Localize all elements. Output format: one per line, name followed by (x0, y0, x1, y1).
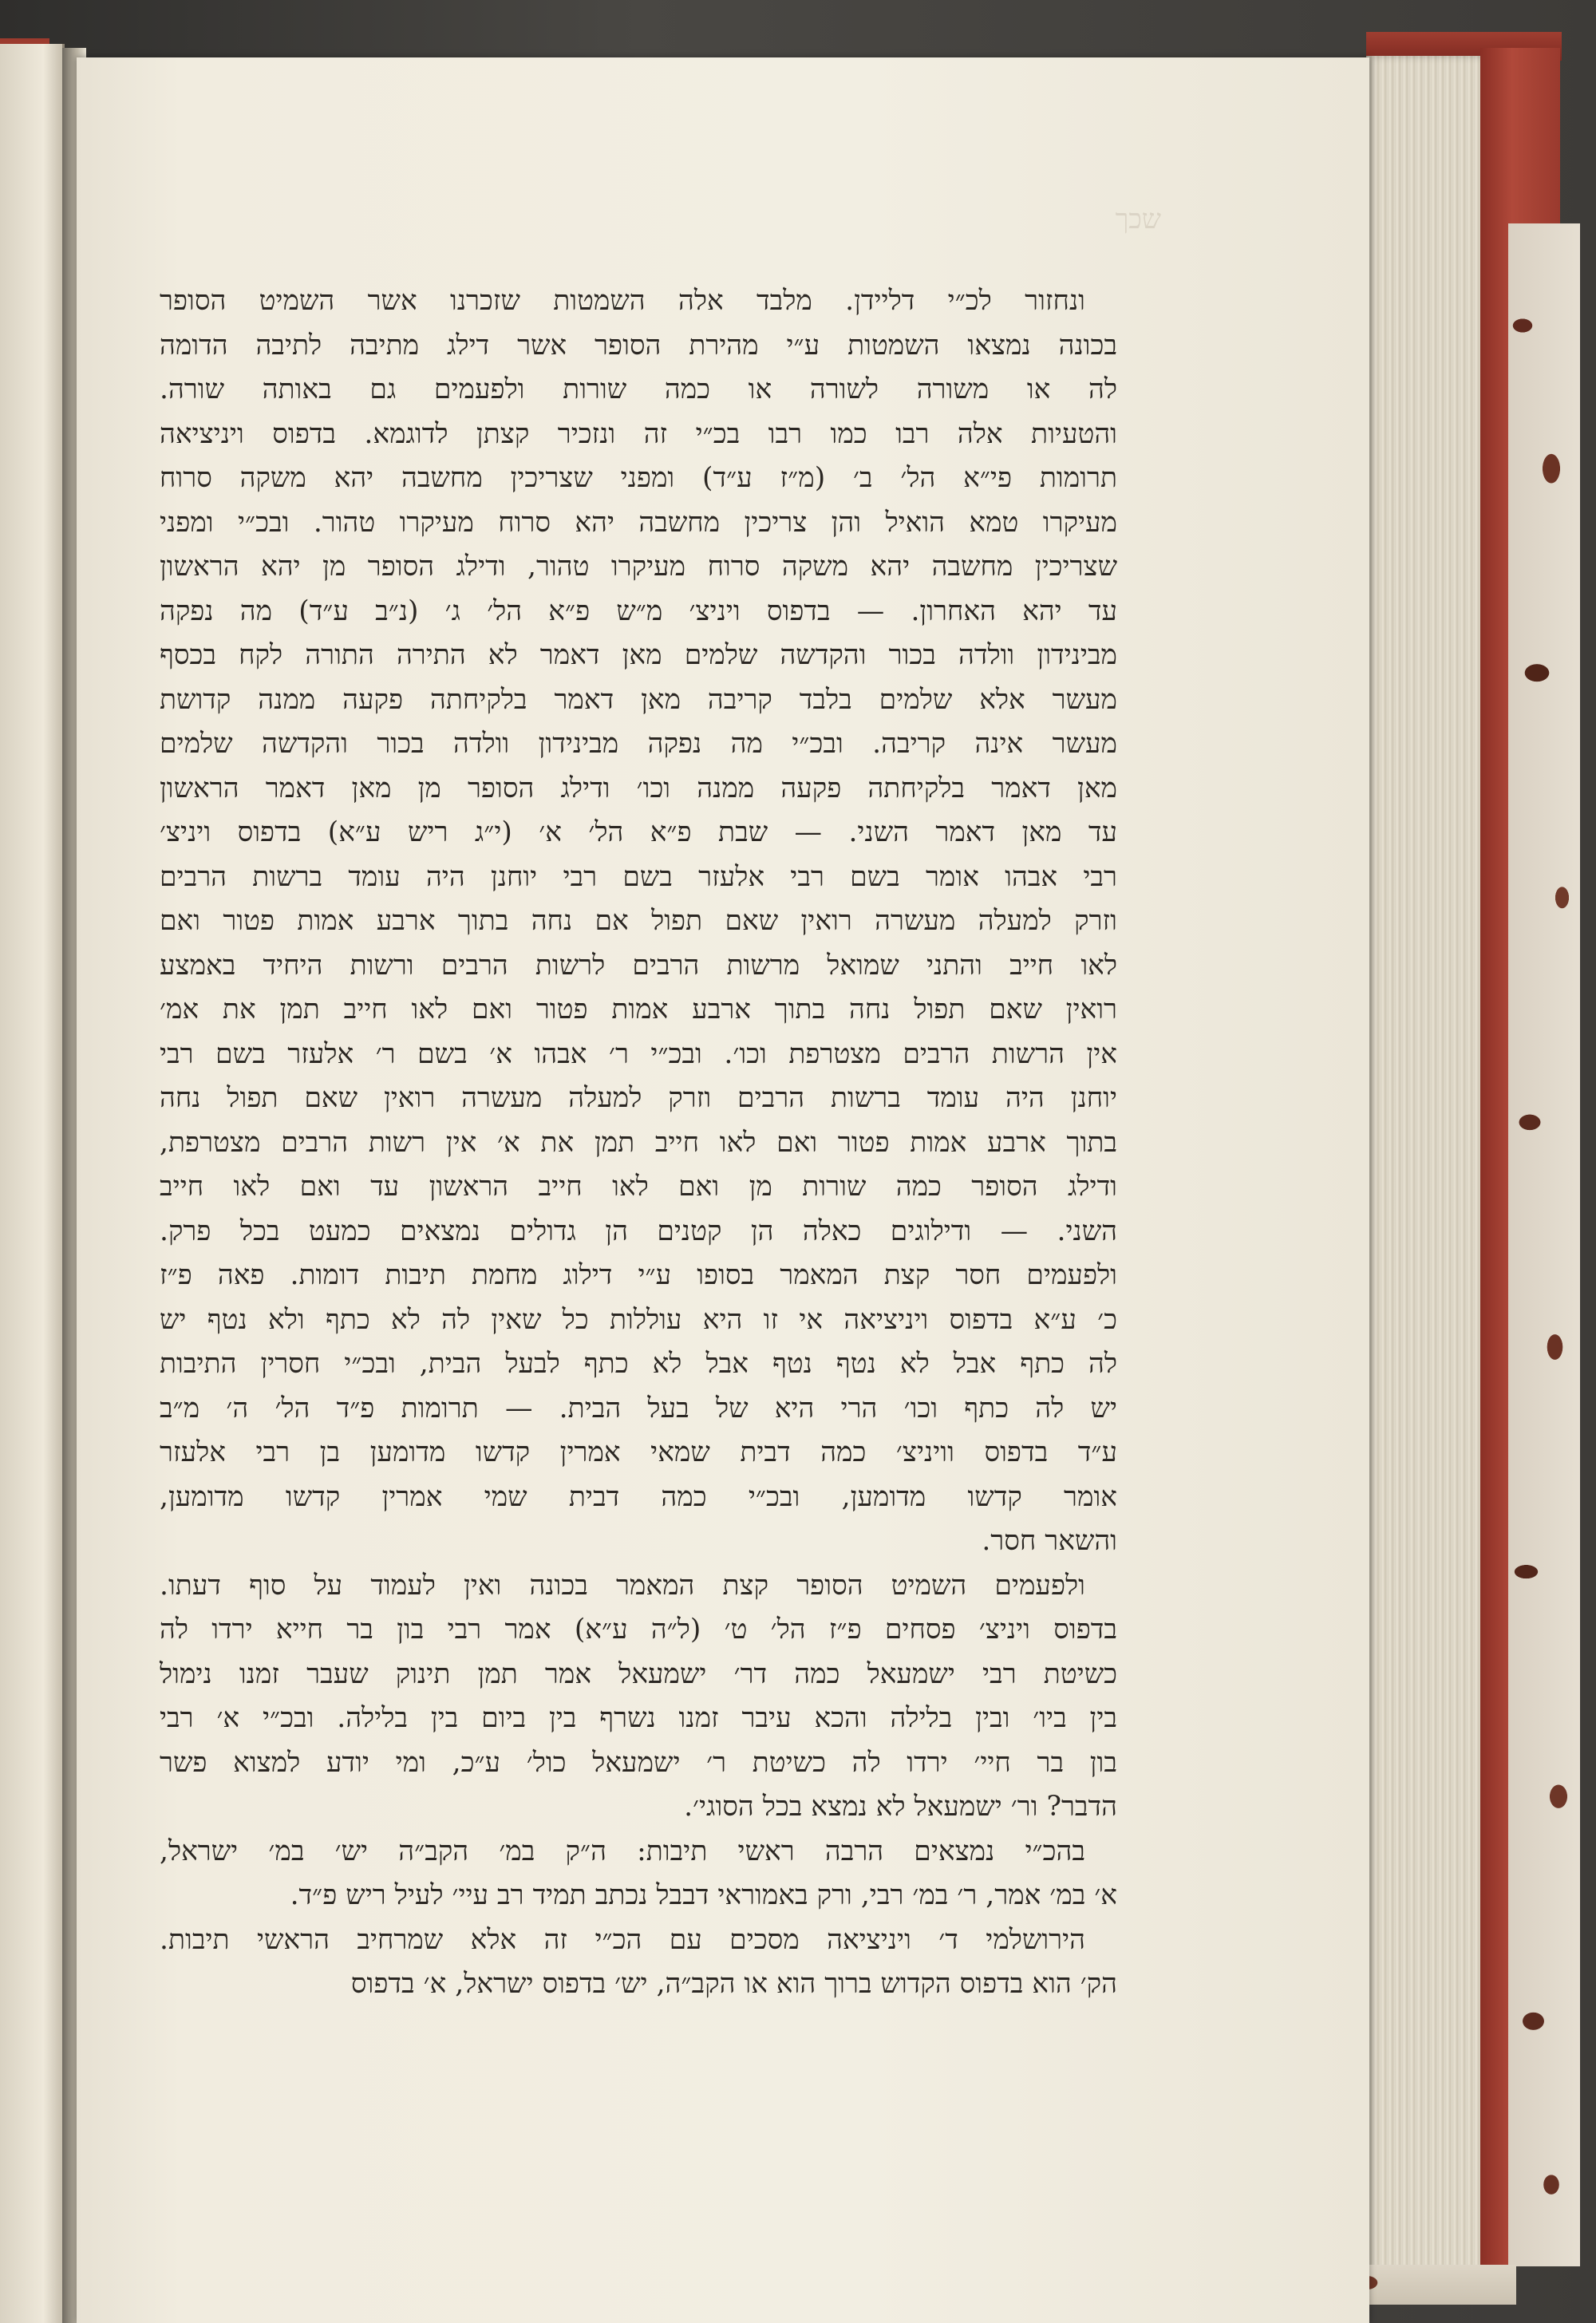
text-line: לה או משורה לשורה או כמה שורות ולפעמים גם באותה שורה. (160, 373, 1117, 405)
text-line: הירושלמי ד׳ ויניציאה מסכים עם הכ״י זה אלא שמרחיב הראשי תיבות. (160, 1923, 1085, 1956)
text-line: והטעיות אלה רבו כמו רבו בכ״י זה ונזכיר קצתן לדוגמא. בדפוס ויניציאה (160, 417, 1117, 450)
text-line: בון בר חיי׳ ירדו לה כשיטת ר׳ ישמעאל כול׳ ע״כ, ומי יודע למצוא פשר (160, 1746, 1117, 1779)
text-line: אין הרשות הרבים מצטרפת וכו׳. ובכ״י ר׳ אבהו א׳ בשם ר׳ אלעזר בשם רבי (160, 1037, 1117, 1070)
page-text (160, 279, 1149, 2007)
text-line: הק׳ הוא בדפוס הקדוש ברוך הוא או הקב״ה, יש׳ בדפוס ישראל, א׳ בדפוס (350, 1968, 1117, 2000)
paragraph (160, 1918, 1149, 2007)
text-line: הדבר? ור׳ ישמעאל לא נמצא בכל הסוגי׳. (684, 1791, 1117, 1823)
page-edges (1366, 56, 1486, 2290)
text-line: לאו חייב והתני שמואל מרשות הרבים לרשות הרבים ורשות היחיד באמצע (160, 949, 1117, 982)
text-line: ע״ד בדפוס וויניצ׳ כמה דבית שמאי אמרין קדשו מדומען בן רבי אלעזר (160, 1436, 1117, 1468)
text-line: ולפעמים השמיט הסופר קצת המאמר בכונה ואין לעמוד על סוף דעתו. (160, 1569, 1085, 1602)
text-line: מאן דאמר בלקיחתה פקעה ממנה וכו׳ ודילג הסופר מן מאן דאמר הראשון (160, 772, 1117, 804)
paragraph (160, 1564, 1149, 1830)
text-line: בהכ״י נמצאים הרבה ראשי תיבות: ה״ק במ׳ הקב״ה יש׳ במ׳ ישראל, (160, 1835, 1085, 1867)
text-line: יוחנן היה עומד ברשות הרבים וזרק למעלה מעשרה רואין שאם תפול נחה (160, 1082, 1117, 1114)
text-line: עד מאן דאמר השני. — שבת פ״א הל׳ א׳ (י״ג ריש ע״א) בדפוס ויניצ׳ (160, 816, 1117, 848)
show-through-header: שכך (1115, 203, 1161, 235)
text-line: עד יהא האחרון. — בדפוס ויניצ׳ מ״ש פ״א הל׳ ג׳ (נ״ב ע״ד) מה נפקה (160, 595, 1117, 627)
text-line: ולפעמים חסר קצת המאמר בסופו ע״י דילוג מחמת תיבות דומות. פאה פ״ז (160, 1259, 1117, 1291)
text-line: כשיטת רבי ישמעאל כמה דר׳ ישמעאל אמר תמן תינוק שעבר זמנו נימול (160, 1657, 1117, 1690)
text-line: לה כתף אבל לא נטף נטף אבל לא כתף לבעל הבית, ובכ״י חסרין התיבות (160, 1348, 1117, 1380)
paragraph (160, 279, 1149, 1564)
text-line: וזרק למעלה מעשרה רואין שאם תפול אם נחה בתוך ארבע אמות פטור ואם (160, 905, 1117, 937)
text-line: רבי אבהו אומר בשם רבי אלעזר בשם רבי יוחנן היה עומד ברשות הרבים (160, 860, 1117, 893)
text-line: בין ביו׳ ובין בלילה והכא עיבר זמנו נשרף בין ביום בין בלילה. ובכ״י א׳ רבי (160, 1702, 1117, 1734)
text-line: מבינידון וולדה בכור והקדשה שלמים מאן דאמר לא התירה התורה לקח בכסף (160, 639, 1117, 671)
text-line: יש לה כתף וכו׳ הרי היא של בעל הבית. — תרומות פ״ד הל׳ ה׳ מ״ב (160, 1392, 1117, 1424)
text-line: השני. — ודילוגים כאלה הן קטנים הן גדולים נמצאים כמעט בכל פרק. (160, 1215, 1117, 1247)
text-line: ודילג הסופר כמה שורות מן ואם לאו חייב הראשון עד ואם לאו חייב (160, 1171, 1117, 1203)
text-line: בתוך ארבע אמות פטור ואם לאו חייב תמן את א׳ אין רשות הרבים מצטרפת, (160, 1126, 1117, 1159)
text-line: מעשר אינה קריבה. ובכ״י מה נפקה מבינידון וולדה בכור והקדשה שלמים (160, 728, 1117, 760)
text-line: כ׳ ע״א בדפוס ויניציאה אי זו היא עוללות כל שאין לה לא כתף ולא נטף יש (160, 1303, 1117, 1336)
text-line: ונחזור לכ״י דליידן. מלבד אלה השמטות שזכרנו אשר השמיט הסופר (160, 285, 1085, 317)
text-line: בדפוס ויניצ׳ פסחים פ״ז הל׳ ט׳ (ל״ה ע״א) אמר רבי בון בר חייא ירדו לה (160, 1614, 1117, 1645)
text-line: והשאר חסר. (982, 1525, 1117, 1557)
paragraph (160, 1830, 1149, 1918)
marbled-edge-right (1508, 223, 1580, 2266)
text-line: אומר קדשו מדומען, ובכ״י כמה דבית שמי אמרין קדשו מדומען, (160, 1480, 1117, 1513)
text-line: בכונה נמצאו השמטות ע״י מהירת הסופר אשר דילג מתיבה לתיבה הדומה (160, 329, 1117, 361)
text-line: א׳ במ׳ אמר, ר׳ במ׳ רבי, ורק באמוראי דבבל נכתב תמיד רב עיי׳ לעיל ריש פ״ד. (290, 1879, 1117, 1911)
text-line: מעשר אלא שלמים בלבד קריבה מאן דאמר בלקיחתה פקעה ממנה קדושת (160, 683, 1117, 716)
text-line: תרומות פי״א הל׳ ב׳ (מ״ז ע״ד) ומפני שצריכין מחשבה יהא משקה סרוח (160, 462, 1117, 494)
text-line: רואין שאם תפול נחה בתוך ארבע אמות פטור ואם לאו חייב תמן את אמ׳ (160, 994, 1117, 1025)
text-line: מעיקרו טמא הואיל והן צריכין מחשבה יהא סרוח מעיקרו טהור. ובכ״י ומפני (160, 506, 1117, 539)
text-line: שצריכין מחשבה יהא משקה סרוח מעיקרו טהור, ודילג הסופר מן יהא הראשון (160, 551, 1117, 583)
left-facing-page (0, 44, 65, 2323)
